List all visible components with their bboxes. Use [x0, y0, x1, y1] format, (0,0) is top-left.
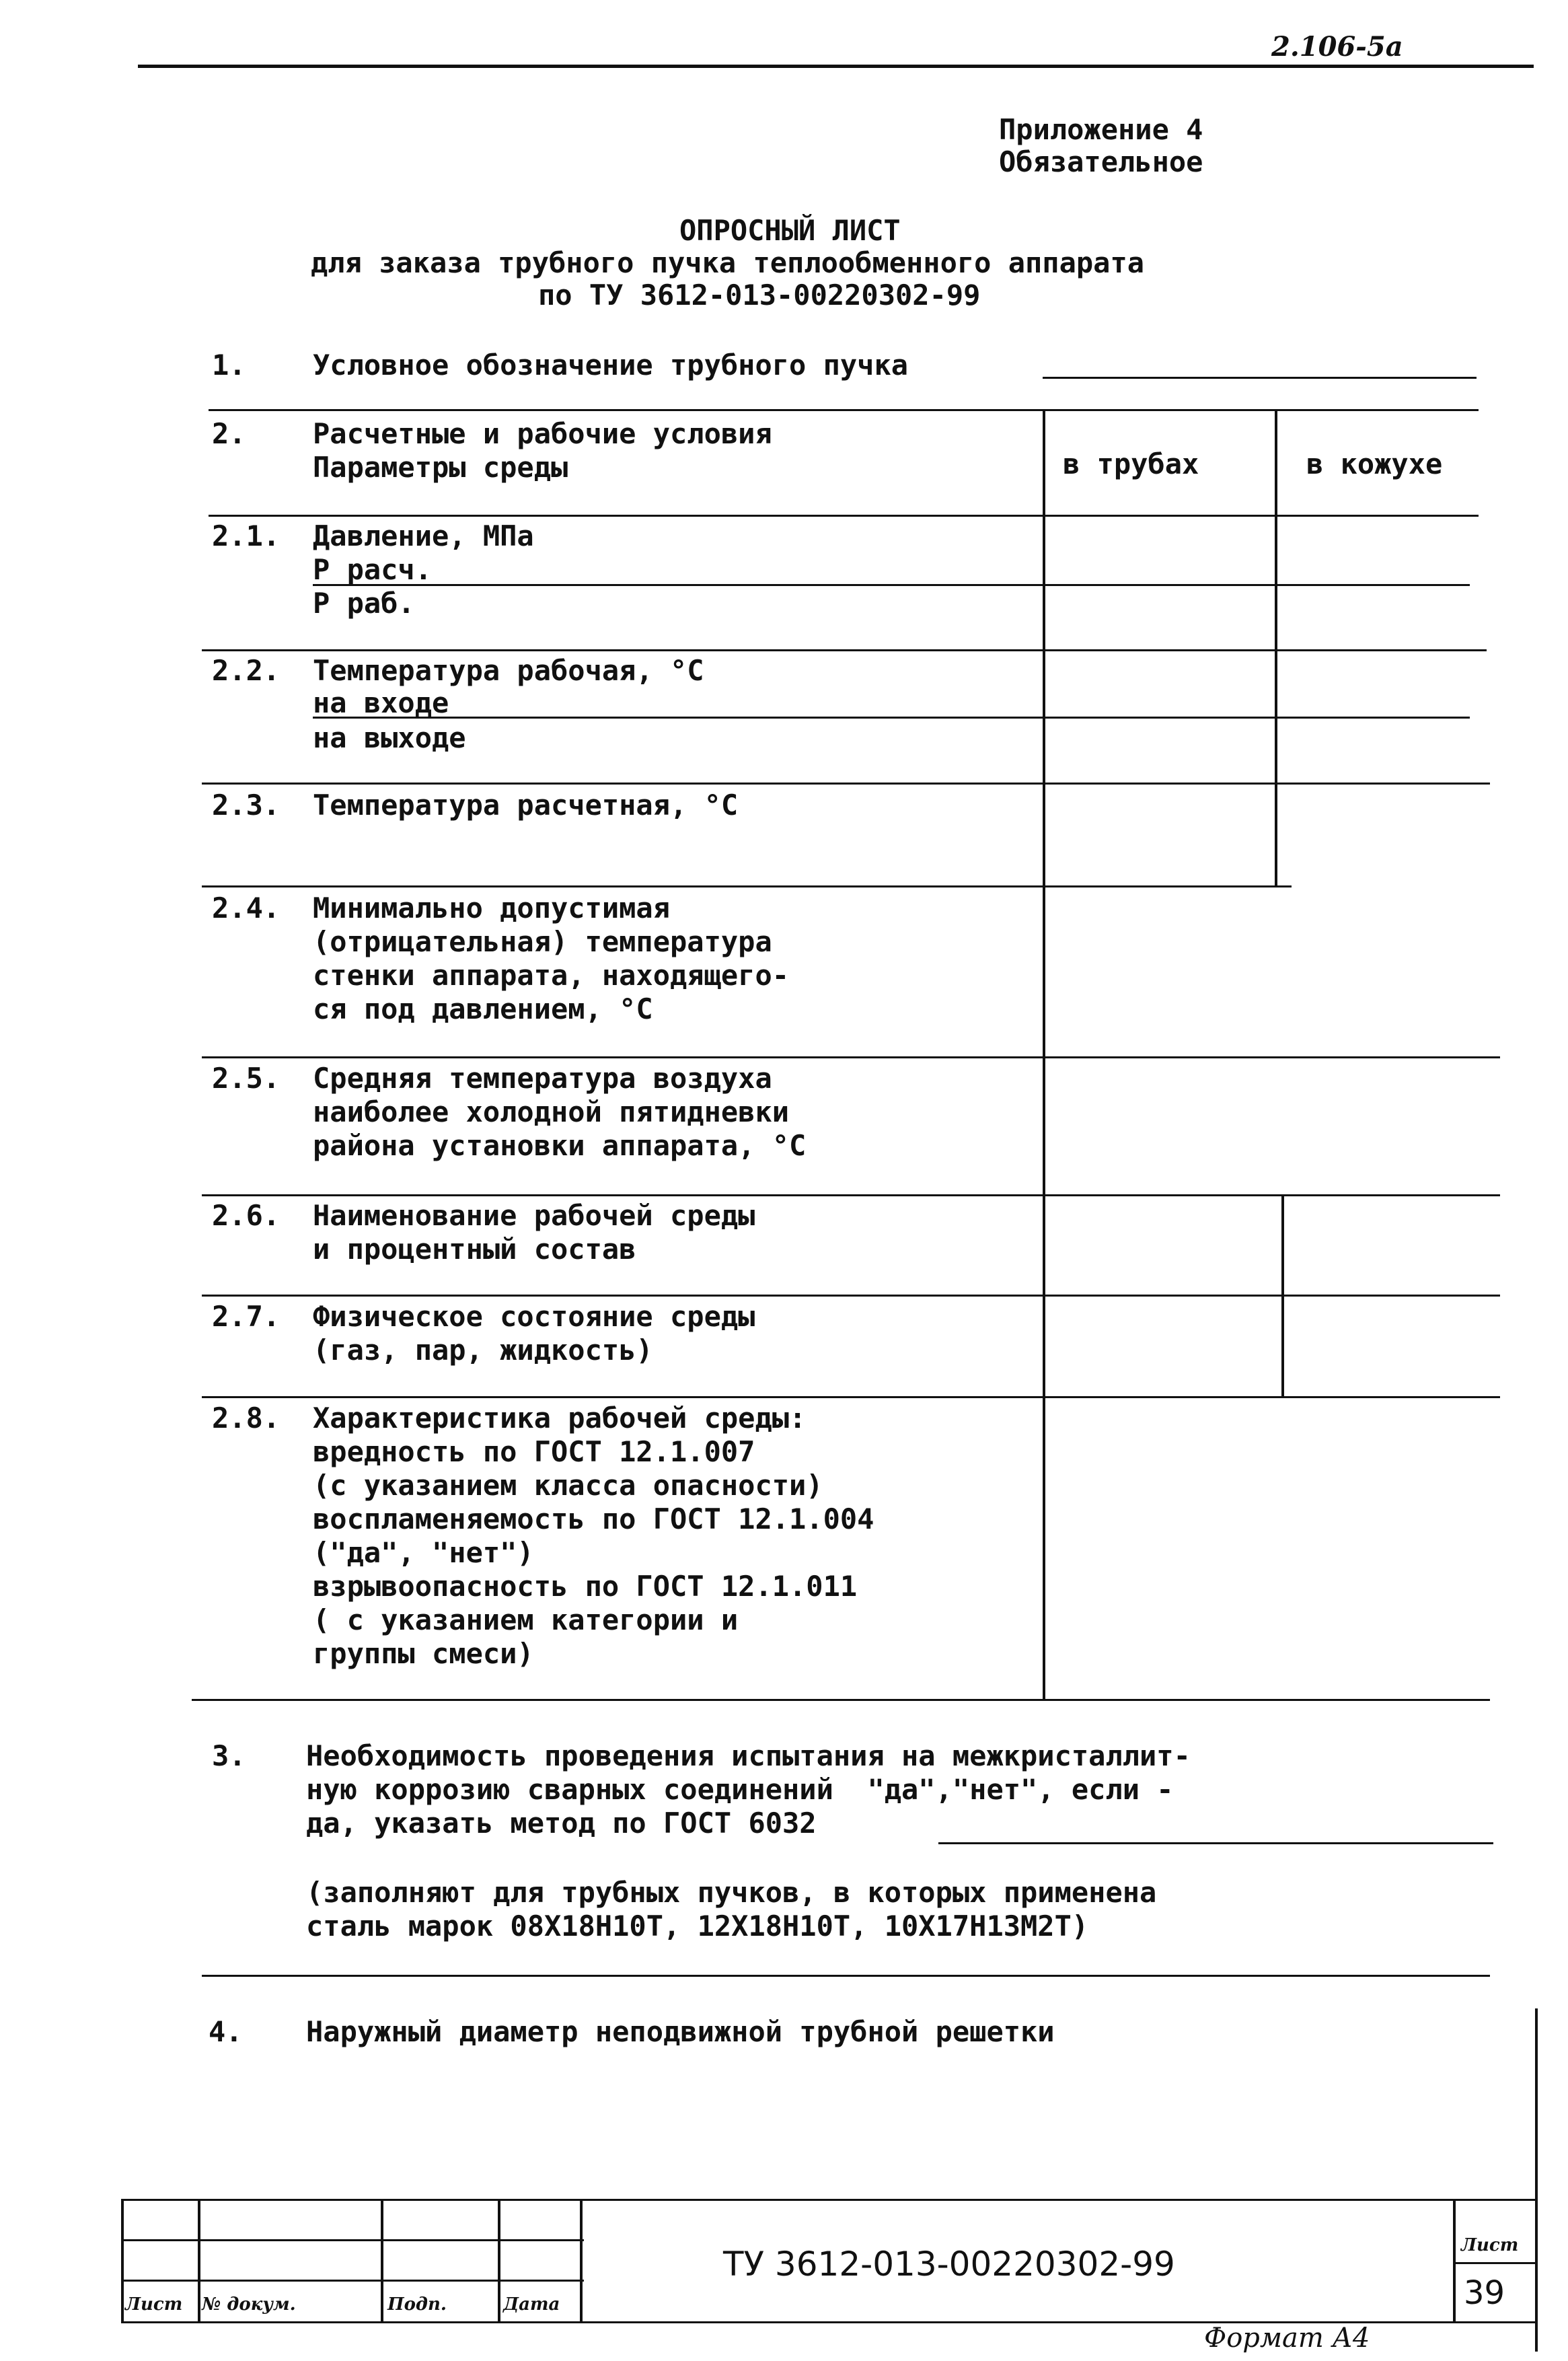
row-2-4-line4: ся под давлением, °С [313, 992, 653, 1025]
row-2-2-number: 2.2. [212, 654, 281, 687]
row-2-number: 2. [212, 417, 246, 450]
header-rule [138, 65, 1534, 68]
row-2-4-line3: стенки аппарата, находящего- [313, 959, 790, 992]
row-2-3-number: 2.3. [212, 789, 281, 822]
form-spec: по ТУ 3612-013-00220302-99 [538, 279, 981, 312]
row-2-4-number: 2.4. [212, 892, 281, 924]
item-1-number: 1. [212, 349, 246, 382]
item-3-line1: Необходимость проведения испытания на межкристаллит- [306, 1739, 1191, 1772]
row-2-7-number: 2.7. [212, 1300, 281, 1333]
form-subtitle: для заказа трубного пучка теплообменного аппарата [311, 246, 1145, 279]
row-2-7-line2: (газ, пар, жидкость) [313, 1334, 653, 1367]
row-2-4-line1: Минимально допустимая [313, 892, 671, 924]
item-3-fill-line[interactable] [938, 1842, 1493, 1844]
form-title: ОПРОСНЫЙ ЛИСТ [679, 214, 901, 247]
row-2-8-line2: вредность по ГОСТ 12.1.007 [313, 1435, 755, 1468]
col-header-shell: в кожухе [1306, 447, 1443, 480]
item-4-number: 4. [209, 2015, 243, 2048]
item-3-bottom-rule [202, 1975, 1490, 1977]
item-3-note-line1: (заполняют для трубных пучков, в которых применена [306, 1876, 1157, 1909]
row-2-line2: Параметры среды [313, 451, 568, 484]
row-2-7-line1: Физическое состояние среды [313, 1300, 755, 1333]
row-2-8-line7: ( с указанием категории и [313, 1603, 739, 1636]
row-2-8-line3: (с указанием класса опасности) [313, 1469, 823, 1502]
row-2-8-line6: взрывоопасность по ГОСТ 12.1.011 [313, 1570, 858, 1603]
item-3-number: 3. [212, 1739, 246, 1772]
row-2-line1: Расчетные и рабочие условия [313, 417, 772, 450]
doc-mark: 2.106-5а [1271, 31, 1403, 63]
item-3-line3: да, указать метод по ГОСТ 6032 [306, 1807, 817, 1840]
row-2-5-number: 2.5. [212, 1062, 281, 1095]
table-top-border [209, 409, 1479, 411]
mandatory-label: Обязательное [999, 145, 1203, 178]
row-2-8-line8: группы смеси) [313, 1637, 534, 1670]
col-divider-shell [1275, 409, 1277, 885]
row-2-8-line4: воспламеняемость по ГОСТ 12.1.004 [313, 1502, 874, 1535]
row-2-1-line3: Р раб. [313, 587, 415, 620]
row-2-6-number: 2.6. [212, 1199, 281, 1232]
item-3-line2: ную коррозию сварных соединений "да","нет", если - [306, 1773, 1174, 1806]
row-2-8-line5: ("да", "нет") [313, 1536, 534, 1569]
row-2-5-line3: района установки аппарата, °С [313, 1129, 807, 1162]
col-divider-tubes [1043, 409, 1045, 1699]
stamp-label-signature: Подп. [387, 2294, 447, 2315]
row-2-3-line1: Температура расчетная, °С [313, 789, 739, 822]
stamp-label-sheet: Лист [125, 2294, 183, 2315]
col-header-tubes: в трубах [1063, 447, 1199, 480]
row-2-2-line3: на выходе [313, 721, 466, 754]
stamp-doc-code: ТУ 3612-013-00220302-99 [723, 2245, 1175, 2284]
row-2-8-line1: Характеристика рабочей среды: [313, 1402, 807, 1434]
item-1-label: Условное обозначение трубного пучка [313, 349, 909, 382]
row-2-1-line1: Давление, МПа [313, 519, 534, 552]
appendix-label: Приложение 4 [999, 113, 1203, 146]
item-4-label: Наружный диаметр неподвижной трубной решетки [306, 2015, 1055, 2048]
item-1-fill-line[interactable] [1043, 377, 1477, 379]
row-2-2-line1: Температура рабочая, °С [313, 654, 704, 687]
stamp-label-date: Дата [503, 2294, 560, 2315]
row-2-6-line1: Наименование рабочей среды [313, 1199, 755, 1232]
row-2-8-number: 2.8. [212, 1402, 281, 1434]
format-label: Формат А4 [1204, 2323, 1370, 2354]
frame-right-border [1535, 2008, 1538, 2352]
row-2-5-line2: наиболее холодной пятидневки [313, 1095, 790, 1128]
item-3-note-line2: сталь марок 08Х18Н10Т, 12Х18Н10Т, 10Х17Н13М2Т) [306, 1910, 1089, 1942]
row-2-1-line2: Р расч. [313, 553, 433, 586]
stamp-sheet-label: Лист [1461, 2235, 1519, 2255]
stamp-label-docno: № докум. [202, 2294, 296, 2315]
row-2-6-line2: и процентный состав [313, 1233, 636, 1266]
stamp-sheet-number: 39 [1464, 2274, 1505, 2312]
row-2-4-line2: (отрицательная) температура [313, 925, 772, 958]
row-2-1-number: 2.1. [212, 519, 281, 552]
row-2-5-line1: Средняя температура воздуха [313, 1062, 772, 1095]
row-2-2-line2: на входе [313, 686, 449, 719]
